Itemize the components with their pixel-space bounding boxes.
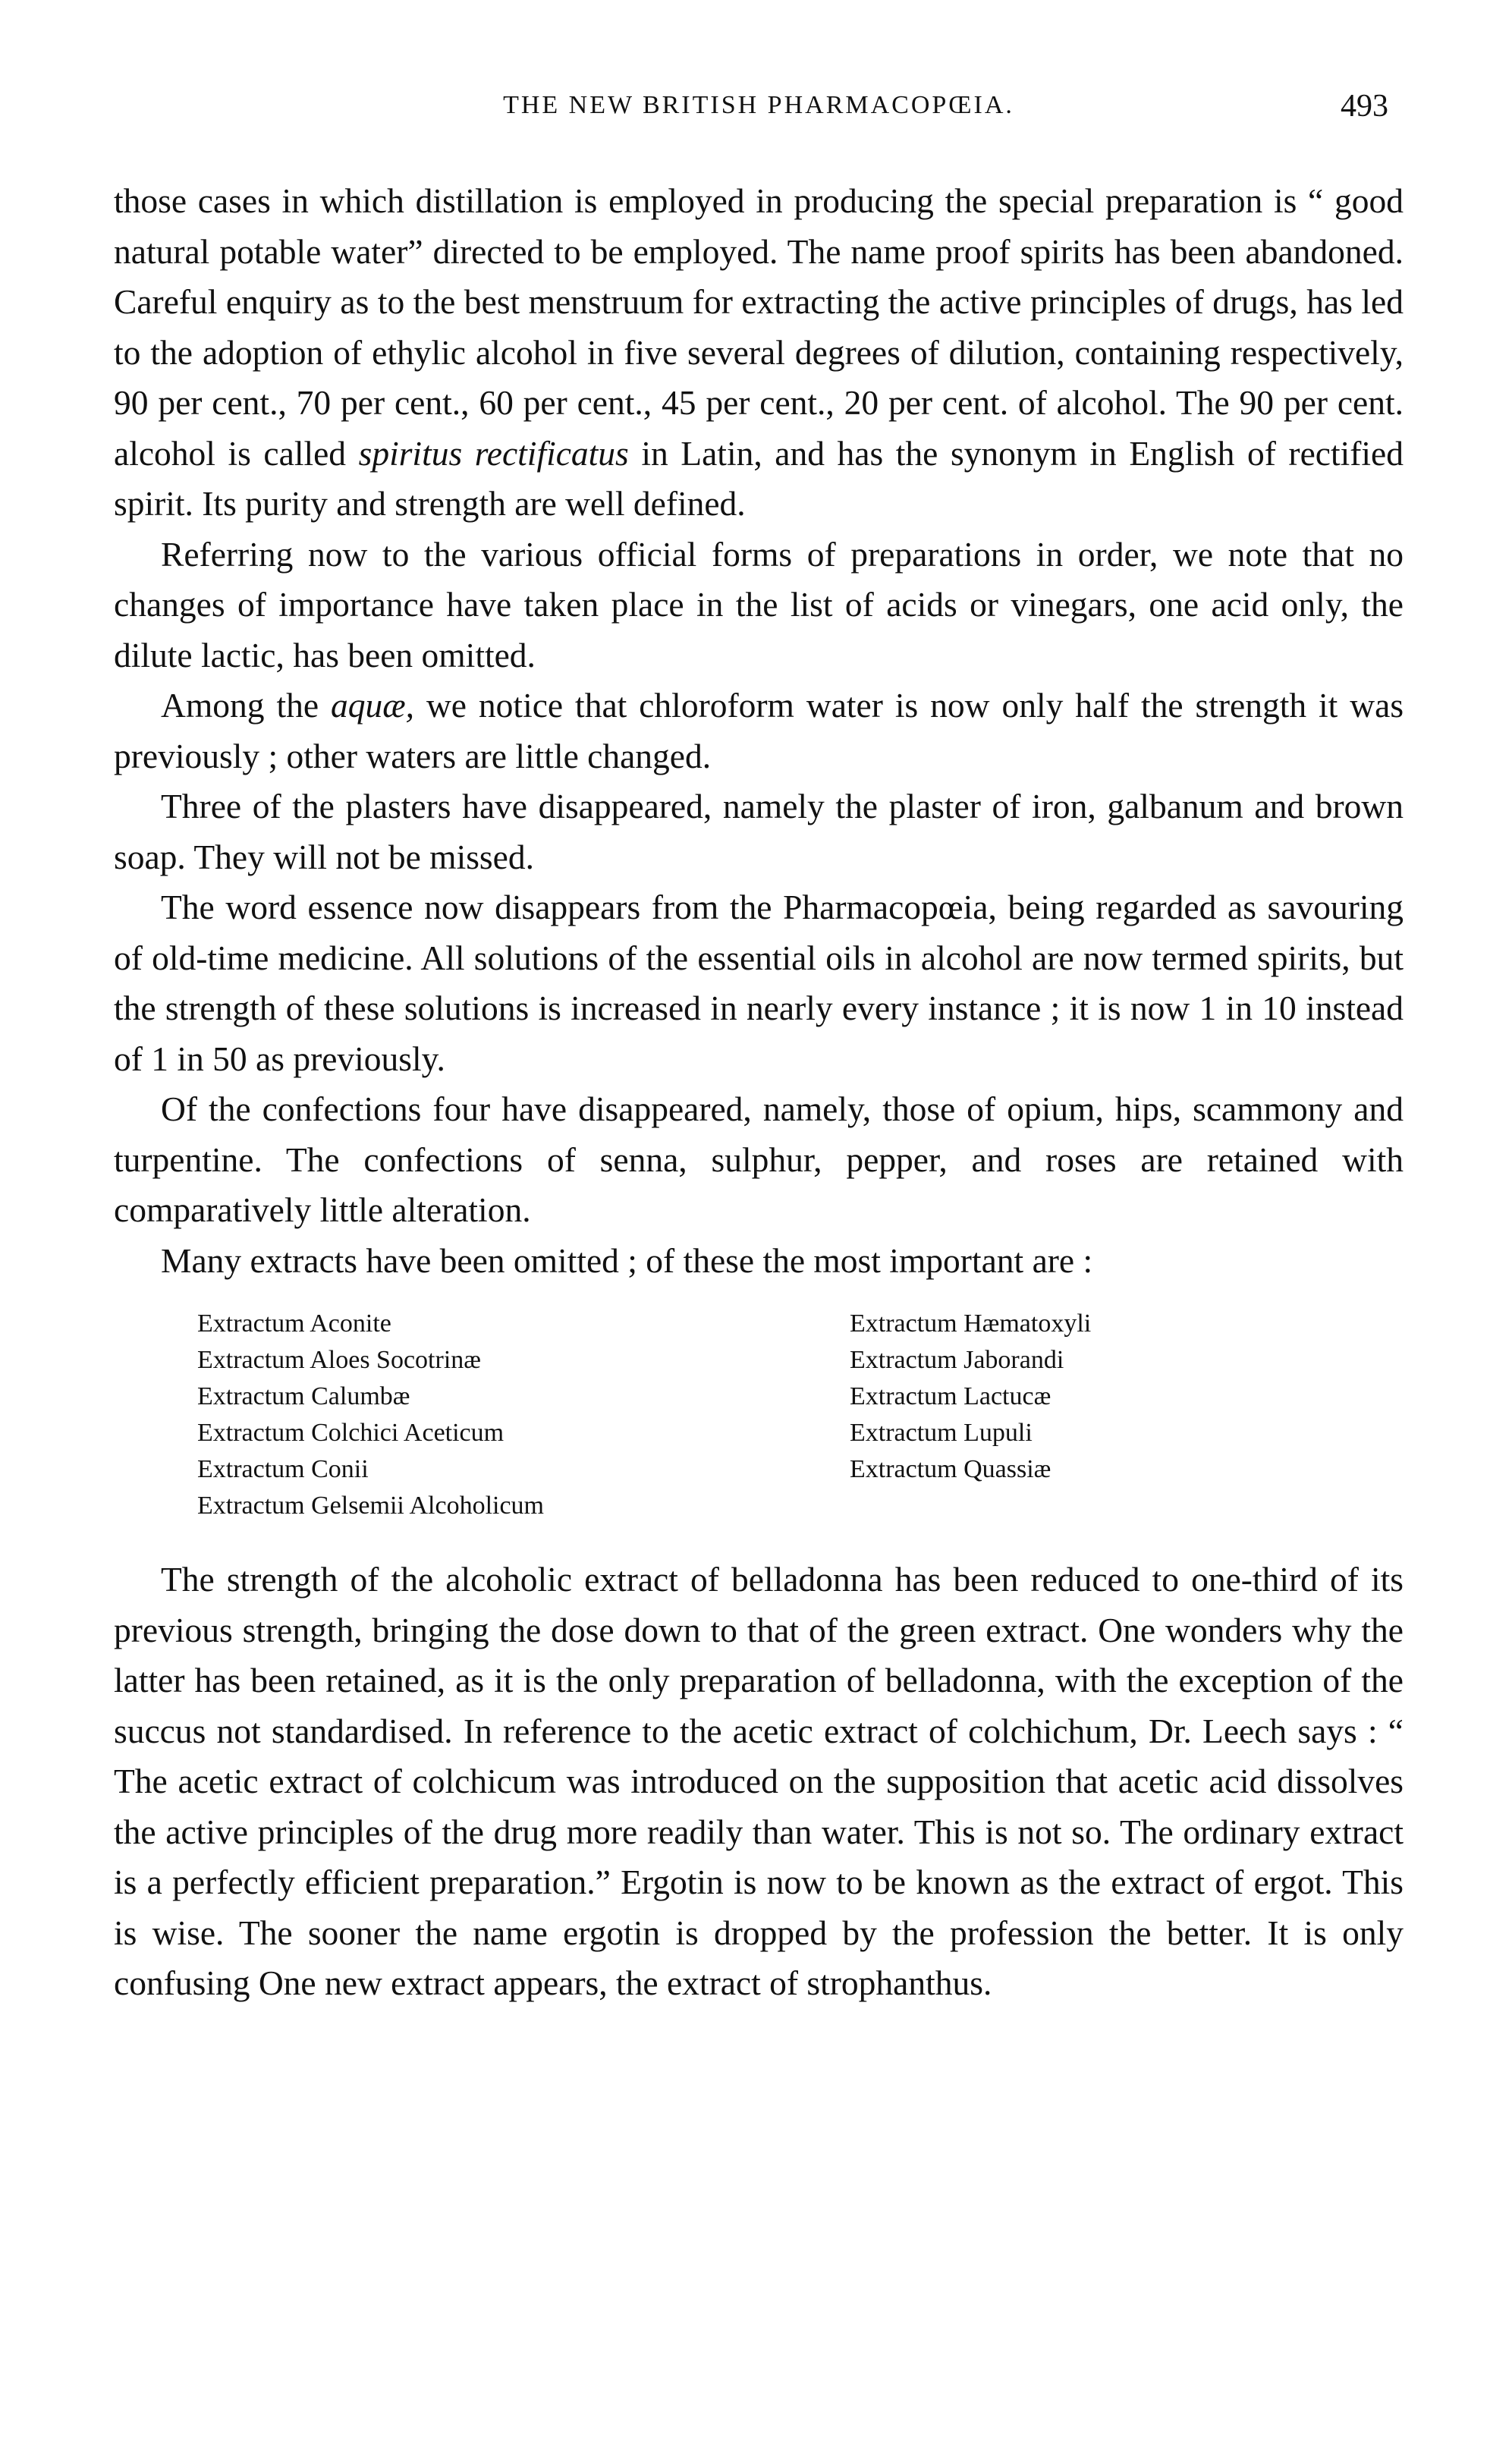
paragraph-text: in Latin, and has the synonym in English of rectified spirit. Its purity and strength are well defined.	[114, 433, 1404, 523]
paragraph-text: Among the	[161, 686, 319, 725]
extract-item: Extractum Quassiæ	[850, 1455, 1051, 1483]
running-title: THE NEW BRITISH PHARMACOPŒIA.	[503, 91, 1014, 119]
extract-item: Extractum Aconite	[197, 1309, 391, 1338]
paragraph-text: those cases in which distillation is employed in producing the special preparation is “ good natural potable water” directed to be employed. The name proof spirits has been abandoned. Careful enquiry as to the best menstruum for extracting the active principles of drugs, has led to the adoption of ethylic alcohol in five several degrees of dilution, containing respectively, 90 per cent., 70 per cent., 60 per cent., 45 per cent., 20 per cent. of alcohol. The 90 per cent. alcohol is called	[114, 181, 1404, 473]
extract-item: Extractum Hæmatoxyli	[850, 1309, 1092, 1338]
extract-item: Extractum Colchici Aceticum	[197, 1419, 505, 1447]
extract-item: Extractum Calumbæ	[197, 1382, 410, 1410]
italic-term: aquæ,	[331, 686, 414, 725]
paragraph-text: we notice that chloroform water is now only half the strength it was previously ; other waters are little changed.	[114, 686, 1404, 775]
page-header	[114, 91, 1404, 146]
extract-item: Extractum Aloes Socotrinæ	[197, 1346, 481, 1374]
paragraph: The strength of the alcoholic extract of belladonna has been reduced to one-third of its previous strength, bringing the dose down to that of the green extract. One wonders why the latter has been retained, as it is the only preparation of belladonna, with the exception of the succus not standardised. In reference to the acetic extract of colchichum, Dr. Leech says : “ The acetic extract of colchicum was introduced on the supposition that acetic acid dissolves the active principles of the drug more readily than water. This is not so. The ordinary extract is a perfectly efficient preparation.” Ergotin is now to be known as the extract of ergot. This is wise. The sooner the name ergotin is dropped by the profession the better. It is only confusing One new extract appears, the extract of strophanthus.	[114, 1560, 1404, 2002]
paragraph: The word essence now disappears from the Pharmacopœia, being regarded as savouring of old-time medicine. All solutions of the essential oils in alcohol are now termed spirits, but the strength of these solutions is increased in nearly every instance ; it is now 1 in 10 instead of 1 in 50 as previously.	[114, 888, 1404, 1078]
italic-term: spiritus rectificatus	[358, 433, 629, 473]
extract-list	[197, 1306, 1404, 1524]
document-page	[114, 91, 1404, 2009]
paragraph: Referring now to the various official forms of preparations in order, we note that no changes of importance have taken place in the list of acids or vinegars, one acid only, the dilute lactic, has been omitted.	[114, 534, 1404, 674]
page-number: 493	[1341, 89, 1388, 124]
extract-item: Extractum Lactucæ	[850, 1382, 1051, 1410]
paragraph: Of the confections four have disappeared, namely, those of opium, hips, scammony and turpentine. The confections of senna, sulphur, pepper, and roses are retained with comparatively little alteration.	[114, 1089, 1404, 1229]
extract-item: Extractum Gelsemii Alcoholicum	[197, 1492, 545, 1520]
extract-item: Extractum Conii	[197, 1455, 369, 1483]
extract-item: Extractum Jaborandi	[850, 1346, 1064, 1374]
paragraph	[114, 681, 1404, 781]
paragraph: Many extracts have been omitted ; of these the most important are :	[161, 1240, 1093, 1280]
paragraph-continued	[114, 176, 1404, 530]
extract-item: Extractum Lupuli	[850, 1419, 1033, 1447]
paragraph: Three of the plasters have disappeared, namely the plaster of iron, galbanum and brown soap. They will not be missed.	[114, 787, 1404, 876]
